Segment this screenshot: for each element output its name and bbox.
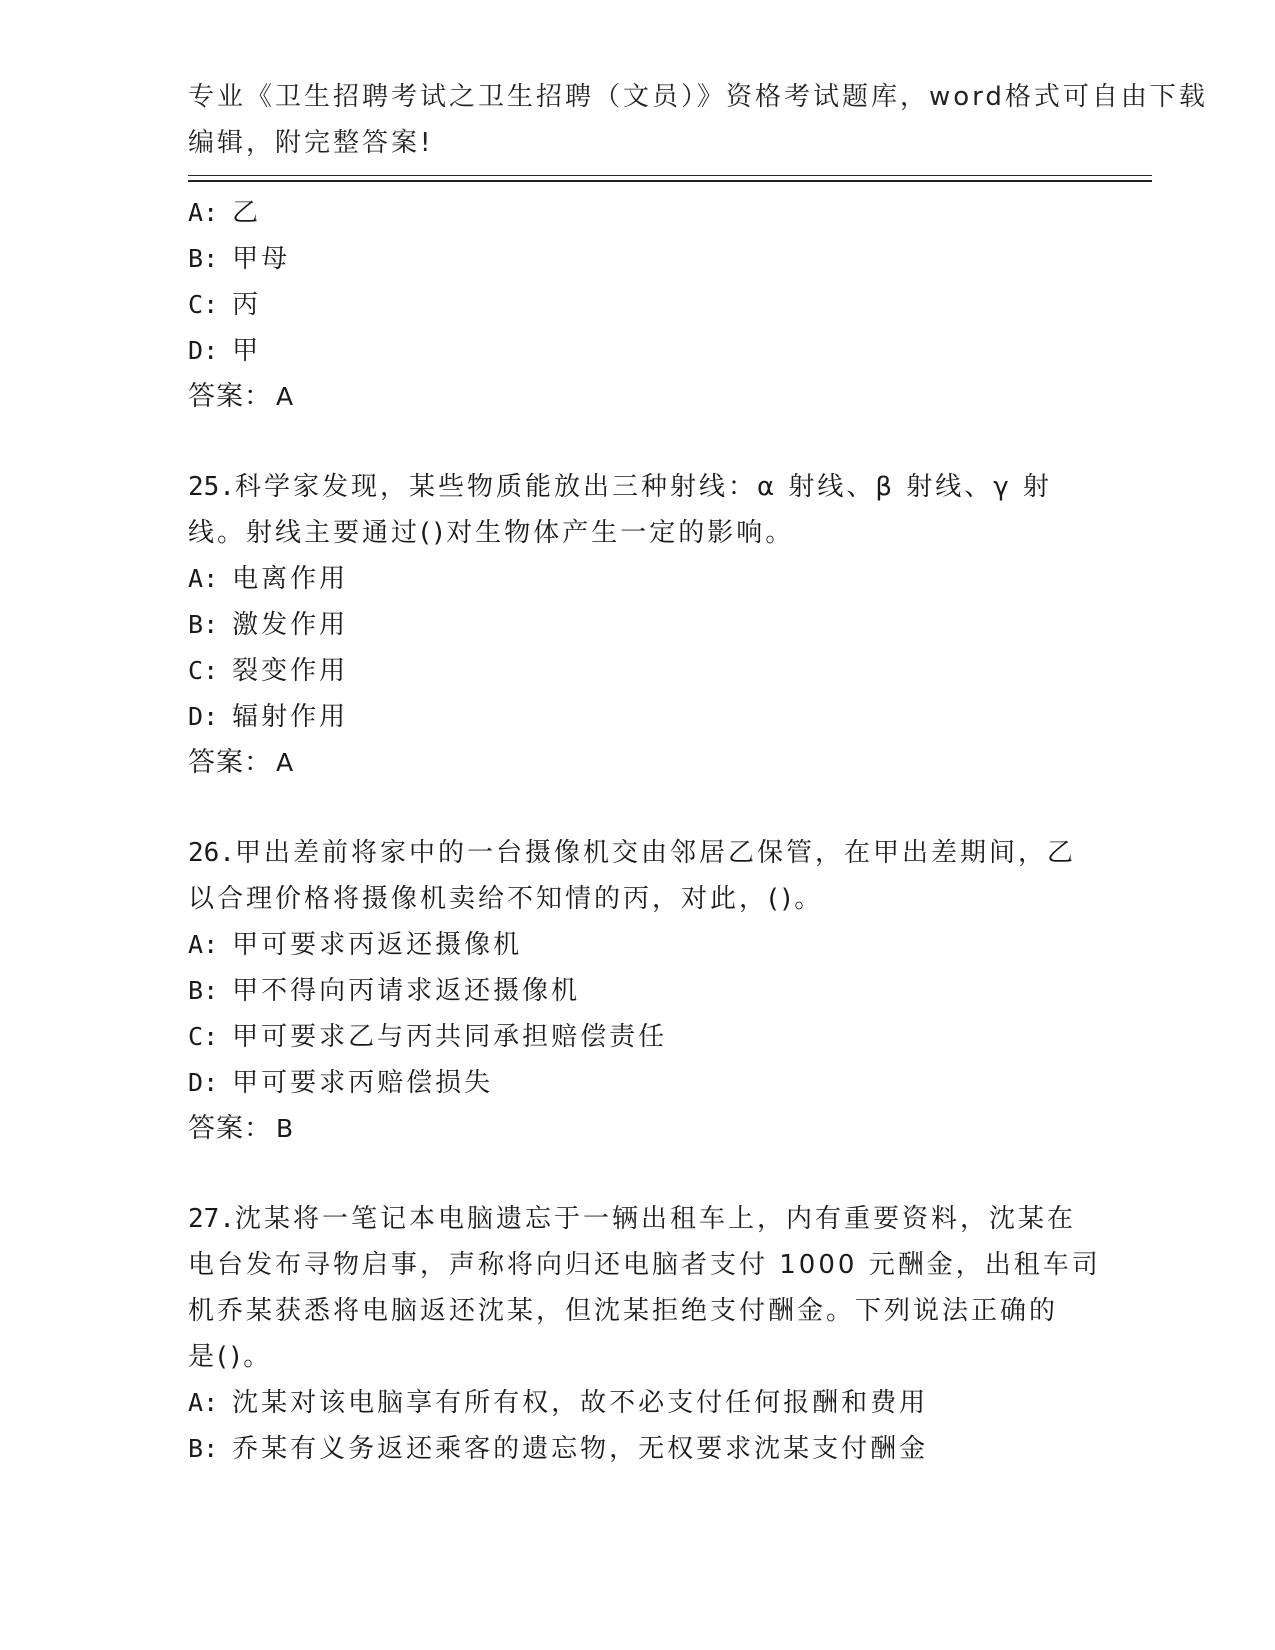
document-header — [188, 74, 1208, 166]
header-line-2: 编辑，附完整答案! — [188, 128, 434, 158]
question-number: 25. — [188, 472, 235, 502]
question-text-line: 电台发布寻物启事，声称将向归还电脑者支付 1000 元酬金，出租车司 — [188, 1250, 1101, 1280]
answer-value: A — [276, 748, 295, 777]
option-text: 甲不得向丙请求返还摄像机 — [232, 976, 581, 1006]
option-text: 乙 — [232, 198, 262, 228]
question-number: 27. — [188, 1204, 235, 1234]
question-block-27 — [188, 1196, 1101, 1472]
question-block-25 — [188, 464, 1088, 786]
option-text: 甲可要求乙与丙共同承担赔偿责任 — [232, 1022, 668, 1052]
answer-value: B — [276, 1114, 295, 1143]
option-c: C: 甲可要求乙与丙共同承担赔偿责任 — [188, 1022, 668, 1052]
option-b: B: 激发作用 — [188, 610, 349, 640]
option-a: A: 电离作用 — [188, 564, 349, 594]
question-text-line: 是()。 — [188, 1342, 273, 1372]
option-text: 沈某对该电脑享有所有权，故不必支付任何报酬和费用 — [232, 1388, 929, 1418]
option-a: A: 沈某对该电脑享有所有权，故不必支付任何报酬和费用 — [188, 1388, 929, 1418]
answer-label: 答案： — [188, 1113, 272, 1144]
option-d: D: 甲 — [188, 336, 262, 366]
question-text-line: 以合理价格将摄像机卖给不知情的丙，对此，()。 — [188, 884, 824, 914]
option-text: 甲母 — [232, 244, 291, 274]
answer-line — [188, 1106, 1088, 1152]
question-text-line: 26.甲出差前将家中的一台摄像机交由邻居乙保管，在甲出差期间，乙 — [188, 838, 1076, 868]
option-b: B: 乔某有义务返还乘客的遗忘物，无权要求沈某支付酬金 — [188, 1434, 929, 1464]
question-text-line: 27.沈某将一笔记本电脑遗忘于一辆出租车上，内有重要资料，沈某在 — [188, 1204, 1076, 1234]
option-b: B: 甲不得向丙请求返还摄像机 — [188, 976, 581, 1006]
option-a: A: 甲可要求丙返还摄像机 — [188, 930, 523, 960]
question-number: 26. — [188, 838, 235, 868]
option-c: C: 裂变作用 — [188, 656, 349, 686]
header-divider-thin — [188, 175, 1152, 176]
header-divider-thick — [188, 180, 1152, 182]
option-text: 甲可要求丙返还摄像机 — [232, 930, 523, 960]
question-text-line: 机乔某获悉将电脑返还沈某，但沈某拒绝支付酬金。下列说法正确的 — [188, 1296, 1059, 1326]
question-list — [188, 190, 1101, 1472]
option-c: C: 丙 — [188, 290, 262, 320]
answer-value: A — [276, 382, 295, 411]
answer-line — [188, 740, 1088, 786]
option-text: 乔某有义务返还乘客的遗忘物，无权要求沈某支付酬金 — [232, 1434, 929, 1464]
option-text: 甲 — [232, 336, 262, 366]
question-block-26 — [188, 830, 1088, 1152]
question-text-line: 25.科学家发现，某些物质能放出三种射线：α 射线、β 射线、γ 射 — [188, 472, 1052, 502]
option-text: 甲可要求丙赔偿损失 — [232, 1068, 494, 1098]
option-text: 电离作用 — [232, 564, 349, 594]
option-a: A: 乙 — [188, 198, 262, 228]
answer-label: 答案： — [188, 381, 272, 412]
option-text: 辐射作用 — [232, 702, 349, 732]
question-text-line: 线。射线主要通过()对生物体产生一定的影响。 — [188, 518, 795, 548]
option-text: 丙 — [232, 290, 262, 320]
header-line-1: 专业《卫生招聘考试之卫生招聘（文员）》资格考试题库，word格式可自由下载 — [188, 82, 1208, 112]
option-d: D: 甲可要求丙赔偿损失 — [188, 1068, 494, 1098]
answer-line — [188, 374, 1088, 420]
option-text: 激发作用 — [232, 610, 349, 640]
answer-label: 答案： — [188, 747, 272, 778]
option-b: B: 甲母 — [188, 244, 291, 274]
option-d: D: 辐射作用 — [188, 702, 349, 732]
option-text: 裂变作用 — [232, 656, 349, 686]
question-block-24 — [188, 190, 1088, 420]
